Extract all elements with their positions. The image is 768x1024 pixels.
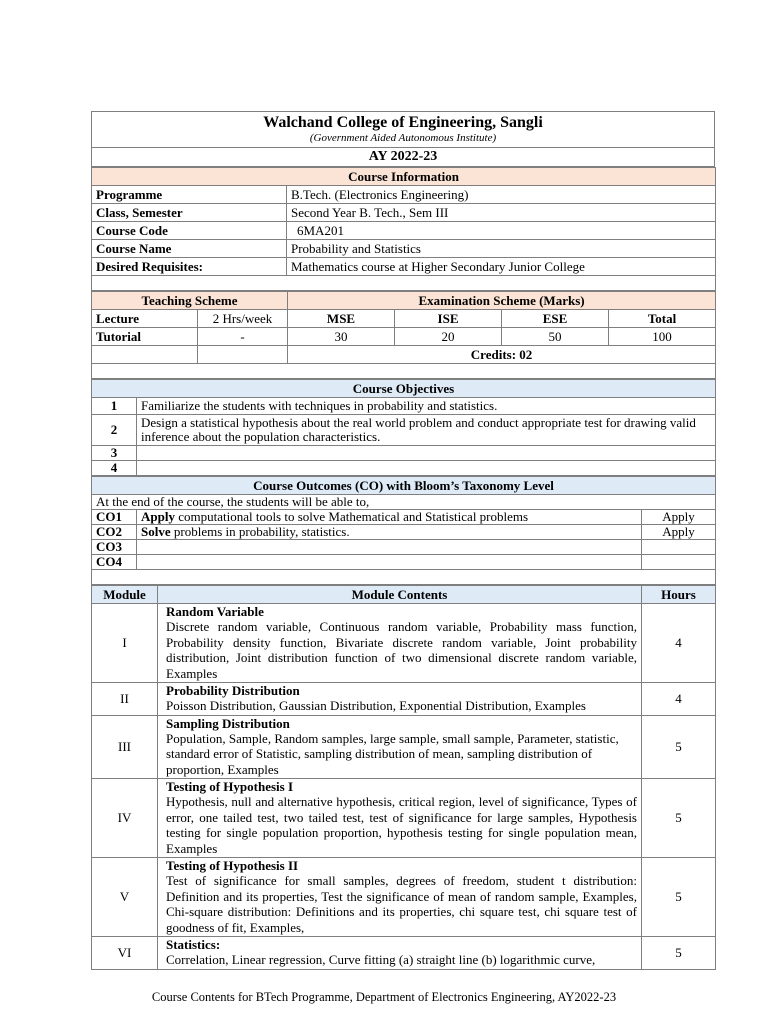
course-document (91, 111, 715, 970)
module-text: Population, Sample, Random samples, large sample, small sample, Parameter, statistic, standard error of Statistic, sampling distribution of mean, sampling distribution of proportion, Examples (166, 730, 619, 777)
module-text: Poisson Distribution, Gaussian Distribution, Exponential Distribution, Examples (166, 698, 586, 713)
exam-val-ise: 20 (395, 328, 502, 346)
spacer-row (92, 276, 716, 291)
module-title: Testing of Hypothesis II (166, 858, 299, 873)
module-text: Discrete random variable, Continuous random variable, Probability mass function, Probability density function, Bivariate discrete random variable, Joint probability distribution, Joint distribution function of two dimensional discrete random variable, Examples (166, 619, 637, 681)
objective-text: Familiarize the students with techniques in probability and statistics. (137, 398, 716, 415)
co-code: CO2 (92, 525, 137, 540)
module-contents (158, 779, 642, 858)
empty-cell (92, 346, 198, 364)
exam-val-total: 100 (609, 328, 716, 346)
module-contents (158, 858, 642, 937)
co-level: Apply (642, 525, 716, 540)
modules-col-contents: Module Contents (158, 586, 642, 604)
modules-table (91, 585, 716, 970)
spacer-row (92, 364, 716, 379)
credits: Credits: 02 (288, 346, 716, 364)
objective-num: 1 (92, 398, 137, 415)
objective-num: 4 (92, 461, 137, 476)
exam-col-ise: ISE (395, 310, 502, 328)
module-title: Random Variable (166, 604, 264, 619)
outcomes-heading: Course Outcomes (CO) with Bloom’s Taxonomy Level (92, 477, 716, 495)
outcomes-intro: At the end of the course, the students will be able to, (92, 495, 716, 510)
module-title: Testing of Hypothesis I (166, 779, 294, 794)
page-footer: Course Contents for BTech Programme, Department of Electronics Engineering, AY2022-23 (151, 990, 617, 1004)
exam-col-total: Total (609, 310, 716, 328)
module-hours: 4 (642, 604, 716, 683)
academic-year: AY 2022-23 (92, 148, 715, 167)
module-id: IV (92, 779, 158, 858)
module-id: I (92, 604, 158, 683)
module-hours: 4 (642, 683, 716, 716)
co-level (642, 540, 716, 555)
module-text: Test of significance for small samples, degrees of freedom, student t distribution: Definition and its properties, Test the significance of mean of random sample, Examples, Chi-square distribution: Definitions and its properties, chi square test, chi square test of goodness of fit, Examples, (166, 873, 637, 935)
co-level (642, 555, 716, 570)
institute-subtitle: (Government Aided Autonomous Institute) (309, 132, 497, 144)
co-desc: problems in probability, statistics. (170, 524, 350, 539)
module-hours: 5 (642, 779, 716, 858)
empty-cell (198, 346, 288, 364)
co-verb: Solve (141, 524, 171, 539)
modules-col-module: Module (92, 586, 158, 604)
co-verb: Apply (141, 509, 175, 524)
module-hours: 5 (642, 858, 716, 937)
co-text (137, 555, 642, 570)
objective-text (137, 461, 716, 476)
tutorial-label: Tutorial (92, 328, 198, 346)
college-name: Walchand College of Engineering, Sangli (263, 114, 543, 131)
objective-num: 3 (92, 446, 137, 461)
info-label-programme: Programme (92, 186, 287, 204)
college-header-cell (92, 112, 715, 148)
module-contents (158, 683, 642, 716)
objectives-heading: Course Objectives (92, 380, 716, 398)
module-text: Correlation, Linear regression, Curve fitting (a) straight line (b) logarithmic curve, (166, 952, 596, 967)
module-contents (158, 937, 642, 970)
header-table (91, 111, 715, 167)
co-text (137, 510, 642, 525)
spacer-row (92, 570, 716, 585)
module-hours: 5 (642, 715, 716, 779)
module-hours: 5 (642, 937, 716, 970)
exam-val-ese: 50 (502, 328, 609, 346)
co-desc: computational tools to solve Mathematical and Statistical problems (174, 509, 529, 524)
module-contents (158, 715, 642, 779)
course-info-heading: Course Information (92, 168, 716, 186)
module-id: II (92, 683, 158, 716)
exam-scheme-heading: Examination Scheme (Marks) (288, 292, 716, 310)
objectives-table (91, 379, 716, 476)
info-value-programme: B.Tech. (Electronics Engineering) (287, 186, 716, 204)
module-title: Statistics: (166, 937, 221, 952)
outcomes-table (91, 476, 716, 585)
exam-val-mse: 30 (288, 328, 395, 346)
co-text (137, 540, 642, 555)
co-code: CO4 (92, 555, 137, 570)
co-text (137, 525, 642, 540)
info-value-code: 6MA201 (287, 222, 716, 240)
objective-num: 2 (92, 415, 137, 446)
info-value-class: Second Year B. Tech., Sem III (287, 204, 716, 222)
module-title: Sampling Distribution (166, 715, 290, 731)
exam-col-mse: MSE (288, 310, 395, 328)
module-id: V (92, 858, 158, 937)
tutorial-value: - (198, 328, 288, 346)
lecture-value: 2 Hrs/week (198, 310, 288, 328)
objective-text: Design a statistical hypothesis about the real world problem and conduct appropriate test for drawing valid inference about the population characteristics. (137, 415, 716, 446)
exam-col-ese: ESE (502, 310, 609, 328)
lecture-label: Lecture (92, 310, 198, 328)
info-label-class: Class, Semester (92, 204, 287, 222)
info-value-requisites: Mathematics course at Higher Secondary Junior College (287, 258, 716, 276)
course-info-table (91, 167, 716, 291)
co-level: Apply (642, 510, 716, 525)
co-code: CO1 (92, 510, 137, 525)
module-id: VI (92, 937, 158, 970)
module-title: Probability Distribution (166, 683, 300, 698)
module-contents (158, 604, 642, 683)
co-code: CO3 (92, 540, 137, 555)
info-label-name: Course Name (92, 240, 287, 258)
teaching-scheme-heading: Teaching Scheme (92, 292, 288, 310)
info-value-name: Probability and Statistics (287, 240, 716, 258)
module-text: Hypothesis, null and alternative hypothesis, critical region, level of significance, Types of error, one tailed test, two tailed test, test of significance for large samples, Hypothesis testing for single population proportion, hypothesis testing for single population mean, Examples (166, 794, 637, 856)
objective-text (137, 446, 716, 461)
scheme-table (91, 291, 716, 379)
module-id: III (92, 715, 158, 779)
modules-col-hours: Hours (642, 586, 716, 604)
info-label-code: Course Code (92, 222, 287, 240)
info-label-requisites: Desired Requisites: (92, 258, 287, 276)
